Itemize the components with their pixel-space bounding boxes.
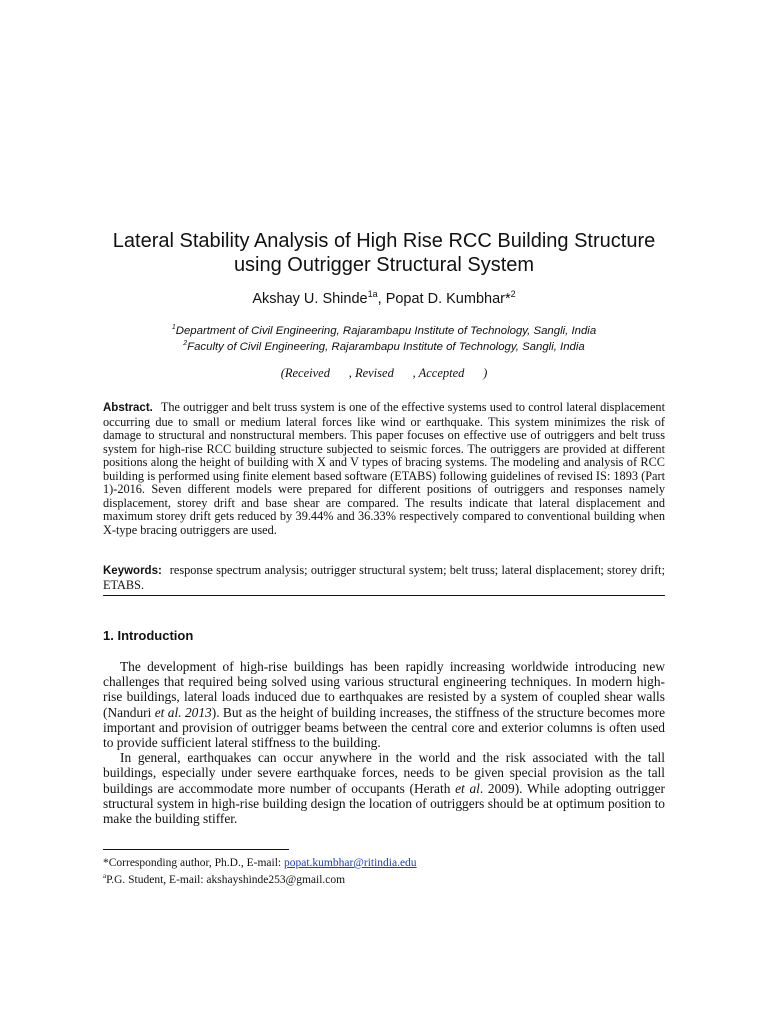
citation-et-al: et al bbox=[455, 780, 480, 796]
section-heading: 1. Introduction bbox=[103, 628, 194, 643]
keywords-text: response spectrum analysis; outrigger structural system; belt truss; lateral displacement; storey drift; ETABS. bbox=[103, 563, 665, 592]
email-link[interactable]: popat.kumbhar@ritindia.edu bbox=[283, 857, 417, 869]
author-2-name: Popat D. Kumbhar* bbox=[385, 290, 511, 307]
affiliation-2-text: Faculty of Civil Engineering, Rajarambapu Institute of Technology, Sangli, India bbox=[187, 340, 585, 353]
affiliation-1-marker: 1 bbox=[171, 324, 176, 331]
affiliation-2-marker: 2 bbox=[183, 340, 188, 347]
received-dates: (Received , Revised , Accepted ) bbox=[280, 366, 488, 380]
citation-et-al: et al. 2013 bbox=[154, 704, 212, 720]
affiliation-1-text: Department of Civil Engineering, Rajarambapu Institute of Technology, Sangli, India bbox=[175, 324, 597, 337]
paper-title: Lateral Stability Analysis of High Rise RCC Building Structure using Outrigger Structural System bbox=[112, 230, 656, 276]
keywords-label: Keywords: bbox=[103, 565, 162, 577]
keywords bbox=[103, 563, 665, 592]
footnote-student: $^a$P.G. Student, E-mail: akshayshinde253@gmail.com bbox=[103, 872, 346, 886]
author-list bbox=[103, 289, 665, 307]
abstract-label: Abstract. bbox=[103, 402, 153, 414]
footnote-divider bbox=[103, 849, 289, 850]
intro-paragraph-2: In general, earthquakes can occur anywhere in the world and the risk associated with the tall buildings, especially under severe earthquake forces, needs to be given special provision as the tall buildings are accommodate more number of occupants (Herath et al. 2009). While adopting outrigger structural system in high-rise building design the location of outriggers should be at optimum position to make the building stiffer. bbox=[103, 750, 665, 827]
author-separator: , bbox=[377, 290, 386, 307]
author-1-name: Akshay U. Shinde bbox=[252, 290, 368, 307]
author-1-superscript: 1a bbox=[367, 289, 378, 299]
introduction-body bbox=[103, 659, 665, 826]
abstract-text: The outrigger and belt truss system is one of the effective systems used to control lateral displacement occurring due to small or medium lateral forces like wind or earthquake. This system minimizes the risk of damage to structural and nonstructural members. This paper focuses on effective use of outriggers and belt truss system for high-rise RCC building structure subjected to seismic forces. The outriggers are provided at different positions along the height of building with X and V types of bracing systems. The modeling and analysis of RCC building is performed using finite element based software (ETABS) following guidelines of revised IS: 1893 (Part 1)-2016. Seven different models were prepared for different positions of outriggers and responses namely displacement, storey drift and base shear are compared. The results indicate that lateral displacement and maximum storey drift gets reduced by 39.44% and 36.33% respectively compared to conventional building when X-type bracing outriggers are used. bbox=[103, 400, 665, 537]
abstract-divider bbox=[103, 595, 665, 596]
abstract bbox=[103, 401, 665, 537]
author-2-superscript: 2 bbox=[510, 289, 516, 299]
footnote-marker: a bbox=[103, 872, 107, 880]
affiliation-2 bbox=[103, 340, 665, 353]
intro-paragraph-1: The development of high-rise buildings has been rapidly increasing worldwide introducing new challenges that required being solved using various structural engineering techniques. In modern high-rise buildings, lateral loads induced due to earthquakes are resisted by a system of coupled shear walls (Nanduri et al. 2013). But as the height of building increases, the stiffness of the structure becomes more important and provision of outrigger beams between the central core and exterior columns is often used to provide sufficient lateral stiffness to the building. bbox=[103, 659, 666, 751]
affiliation-1 bbox=[103, 324, 665, 337]
footnote-corresponding-author: *Corresponding author, Ph.D., E-mail: popat.kumbhar@ritindia.edu bbox=[103, 857, 417, 869]
